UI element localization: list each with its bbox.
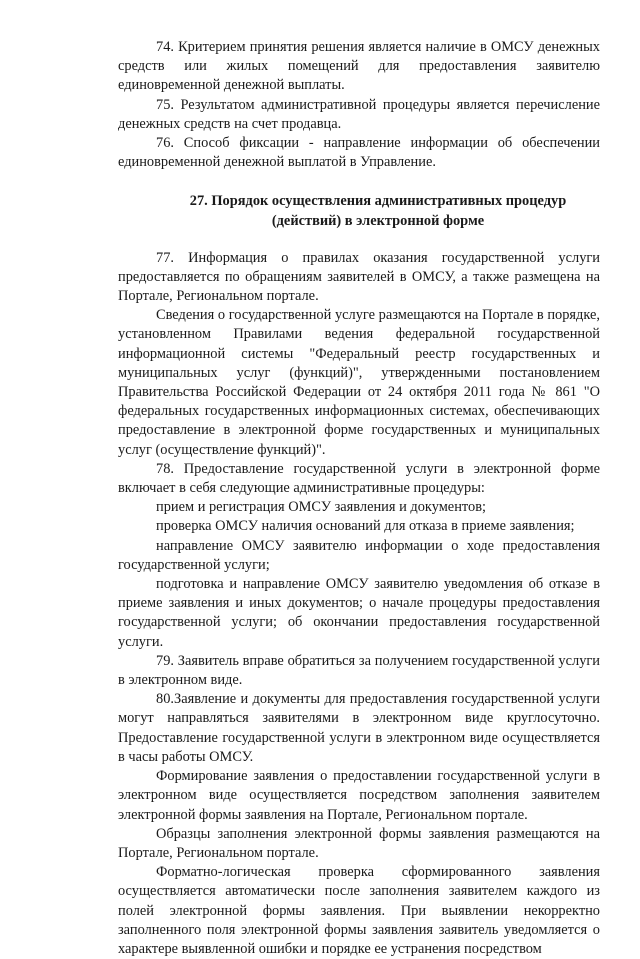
section-heading	[118, 192, 600, 231]
list-item-progress-info: направление ОМСУ заявителю информации о ходе предоставления государственной услуги;	[118, 537, 600, 573]
paragraph-74: 74. Критерием принятия решения является наличие в ОМСУ денежных средств или жилых помещений для предоставления заявителю единовременной денежной выплаты.	[118, 39, 600, 94]
paragraph-79: 79. Заявитель вправе обратиться за получением государственной услуги в электронном виде.	[118, 652, 600, 689]
paragraph-75: 75. Результатом административной процедуры является перечисление денежных средств на счет продавца.	[118, 96, 600, 132]
paragraph-portal-info: Сведения о государственной услуге размещаются на Портале в порядке, установленном Правилами ведения федеральной государственной информационной системы "Федеральный реестр государственных и муниципальных услуг (функций)", утвержденными постановлением Правительства Российской Федерации от 24 октября 2011 года № 861 "О федеральных государственных информационных системах, обеспечивающих предоставление в электронной форме государственных и муниципальных услуг (осуществление функций)".	[118, 307, 600, 458]
section-heading-line-1: 27. Порядок осуществления административных процедур	[189, 193, 567, 210]
paragraph-78: 78. Предоставление государственной услуги в электронной форме включает в себя следующие административные процедуры:	[118, 460, 600, 497]
list-item-reception: прием и регистрация ОМСУ заявления и документов;	[156, 499, 486, 516]
list-item-notifications: подготовка и направление ОМСУ заявителю уведомления об отказе в приеме заявления и иных документов; о начале процедуры предоставления государственной услуги; об окончании предоставления государственной услуги.	[118, 576, 600, 650]
paragraph-80: 80.Заявление и документы для предоставления государственной услуги могут направляться заявителями в электронном виде круглосуточно. Предоставление государственной услуги в электронном виде осуществляется в часы работы ОМСУ.	[118, 691, 600, 765]
paragraph-77: 77. Информация о правилах оказания государственной услуги предоставляется по обращениям заявителей в ОМСУ, а также размещена на Портале, Региональном портале.	[118, 249, 600, 305]
paragraph-validation: Форматно-логическая проверка сформированного заявления осуществляется автоматически после заполнения заявителем каждого из полей электронной формы заявления. При выявлении некорректно заполненного поля электронной формы заявления заявитель уведомляется о характере выявленной ошибки и порядке ее устранения посредством	[118, 864, 600, 957]
list-item-check: проверка ОМСУ наличия оснований для отказа в приеме заявления;	[156, 518, 575, 535]
paragraph-form-filling: Формирование заявления о предоставлении государственной услуги в электронном виде осуществляется посредством заполнения заявителем электронной формы заявления на Портале, Региональном портале.	[118, 768, 600, 823]
paragraph-samples: Образцы заполнения электронной формы заявления размещаются на Портале, Региональном портале.	[118, 825, 600, 861]
section-heading-line-2: (действий) в электронной форме	[271, 213, 485, 230]
paragraph-76: 76. Способ фиксации - направление информации об обеспечении единовременной денежной выплатой в Управление.	[118, 135, 600, 171]
